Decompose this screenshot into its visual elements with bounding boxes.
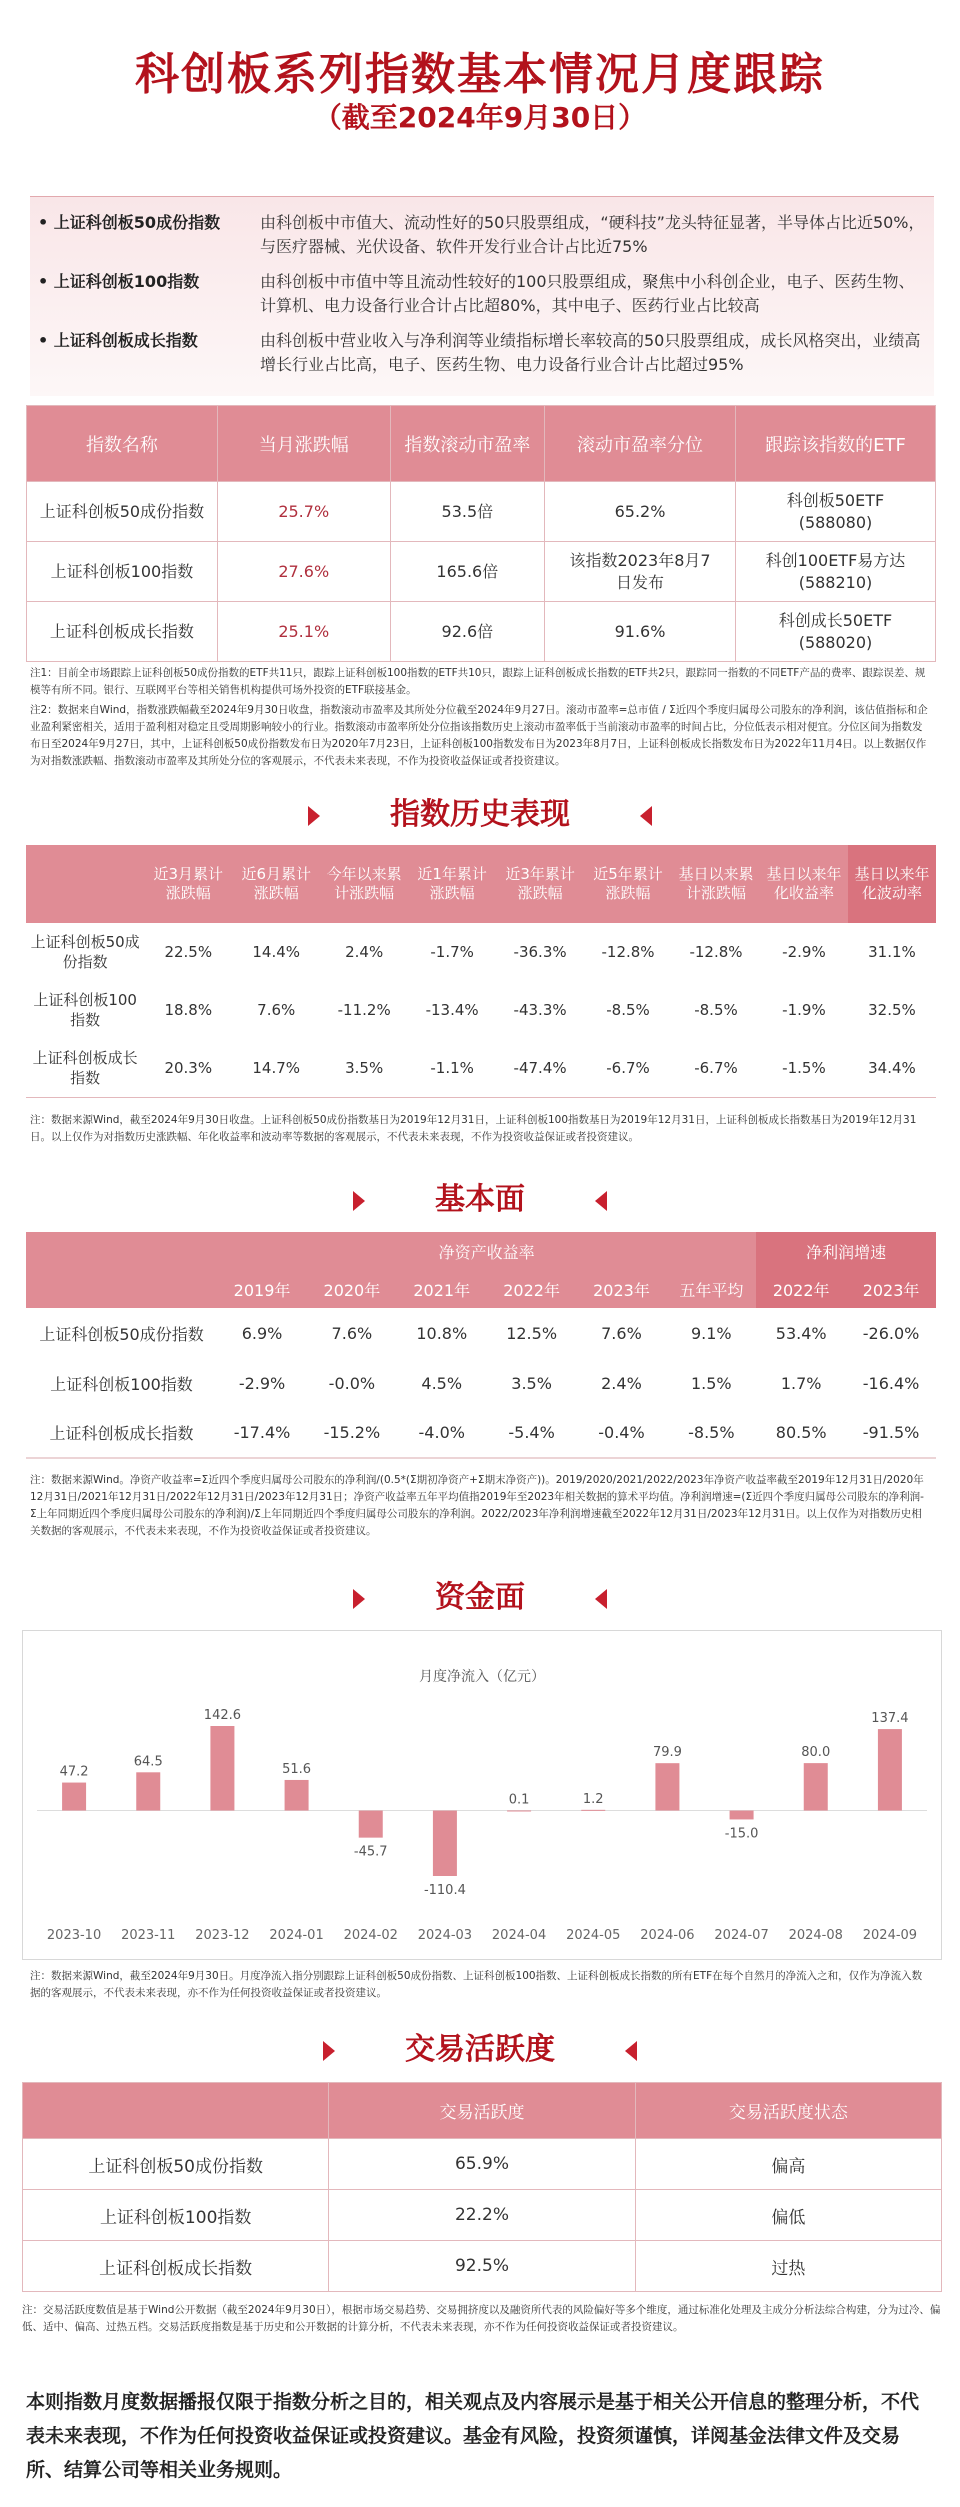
cell-value: -2.9% xyxy=(238,1373,286,1393)
funds-note: 注：数据来源Wind，截至2024年9月30日。月度净流入指分别跟踪上证科创板50成份指数、上证科创板100指数、上证科创板成长指数的所有ETF在每个自然月的净流入之和，仅作为净流入数据的客观展示，不代表未来表现，亦不作为任何投资收益保证或者投资建议。 xyxy=(30,1970,923,1999)
column-header: 近5年累计涨跌幅 xyxy=(584,845,672,923)
data-label: 64.5 xyxy=(133,1754,163,1770)
pe-percentile: 91.6% xyxy=(545,602,736,662)
bar xyxy=(878,1729,902,1810)
column-header: 跟踪该指数的ETF xyxy=(735,406,935,482)
section-title-funds xyxy=(0,1578,960,1618)
cell-value: 1.5% xyxy=(690,1373,732,1393)
activity-value: 92.5% xyxy=(329,2241,635,2292)
history-note: 注：数据来源Wind，截至2024年9月30日收盘。上证科创板50成份指数基日为2019年12月31日，上证科创板100指数基日为2019年12月31日，上证科创板成长指数基日为2019年12月31日。以上仅作为对指数历史涨跌幅、年化收益率和波动率等数据的客观展示，不代表未来表现，不作为投资收益保证或者投资建议。 xyxy=(30,1114,917,1143)
bar xyxy=(62,1783,86,1811)
table-row xyxy=(26,1408,936,1458)
data-label: 80.0 xyxy=(801,1745,831,1761)
fundamentals-note: 注：数据来源Wind。净资产收益率=Σ近四个季度归属母公司股东的净利润/(0.5*(Σ期初净资产+Σ期末净资产))。2019/2020/2021/2022/2023年净资产收益率截至2019年12月31日/2020年12月31日/2021年12月31日/2022年12月31日/2023年12月31日；净资产收益率五年平均值指2019年至2023年相关数据的算术平均值。净利润增速=(Σ近四个季度归属母公司股东的净利润-Σ上年同期近四个季度归属母公司股东的净利润)/Σ上年同期近四个季度归属母公司股东的净利润。2022/2023年净利润增速截至2022年12月31日/2023年12月31日。以上仅作为对指数历史相关数据的客观展示，不代表未来表现，不作为投资收益保证或者投资建议。 xyxy=(30,1474,924,1537)
section-title-fundamentals xyxy=(0,1180,960,1220)
cell-value: -1.1% xyxy=(430,1058,474,1077)
arrow-right-icon xyxy=(353,1589,365,1609)
bar xyxy=(433,1811,457,1876)
cell-value: -43.3% xyxy=(513,1001,567,1019)
table-row xyxy=(26,1358,936,1408)
cell-value: 7.6% xyxy=(257,1001,296,1019)
column-header: 交易活跃度 xyxy=(329,2083,635,2139)
bar-chart xyxy=(23,1631,941,1959)
x-tick-label: 2024-04 xyxy=(491,1928,547,1943)
cell-value: -6.7% xyxy=(606,1058,650,1077)
cell-value: -26.0% xyxy=(862,1323,920,1343)
index-description: 由科创板中营业收入与净利润等业绩指标增长率较高的50只股票组成，成长风格突出，业绩高增长行业占比高，电子、医药生物、电力设备行业合计占比超过95% xyxy=(260,331,921,374)
index-name: 上证科创板成长指数 xyxy=(23,2241,329,2292)
index-name: • 上证科创板100指数 xyxy=(38,270,260,318)
pe-ttm: 92.6倍 xyxy=(390,602,545,662)
net-inflow-chart xyxy=(22,1630,942,1960)
history-table xyxy=(26,845,936,1098)
pe-percentile: 65.2% xyxy=(545,482,736,542)
x-tick-label: 2024-08 xyxy=(788,1928,843,1943)
description-item xyxy=(38,211,928,259)
data-label: -45.7 xyxy=(353,1844,388,1860)
cell-value: -6.7% xyxy=(694,1058,738,1077)
x-tick-label: 2024-07 xyxy=(714,1928,769,1943)
x-tick-label: 2024-03 xyxy=(417,1928,473,1943)
column-header xyxy=(23,2083,329,2139)
table-header xyxy=(26,1270,936,1308)
data-label: 0.1 xyxy=(508,1792,530,1808)
cell-value: -1.5% xyxy=(782,1058,826,1077)
activity-table xyxy=(22,2082,942,2292)
x-tick-label: 2024-05 xyxy=(566,1928,621,1943)
data-label: 1.2 xyxy=(582,1791,604,1807)
overview-note-1: 注1：目前全市场跟踪上证科创板50成份指数的ETF共11只，跟踪上证科创板100指数的ETF共10只，跟踪上证科创板成长指数的ETF共2只，跟踪同一指数的不同ETF产品的费率、跟踪误差、规模等有所不同。银行、互联网平台等相关销售机构提供可场外投资的ETF联接基金。 xyxy=(30,667,926,696)
bar xyxy=(359,1811,383,1838)
x-tick-label: 2024-06 xyxy=(640,1928,695,1943)
page-title: 科创板系列指数基本情况月度跟踪 xyxy=(135,49,825,100)
cell-value: -2.9% xyxy=(782,943,826,961)
pe-ttm: 165.6倍 xyxy=(390,542,545,602)
tracking-etf xyxy=(735,602,935,662)
etf-name: 科创成长50ETF xyxy=(778,610,893,630)
group-header-roe: 净资产收益率 xyxy=(217,1232,756,1270)
cell-value: 1.7% xyxy=(780,1373,822,1393)
index-name: 上证科创板50成份指数 xyxy=(30,933,140,971)
index-name: 上证科创板成长指数 xyxy=(32,1048,138,1087)
cell-value: -8.5% xyxy=(694,1001,738,1019)
data-label: 142.6 xyxy=(203,1708,242,1723)
bar xyxy=(655,1763,679,1810)
cell-value: -4.0% xyxy=(418,1423,465,1442)
column-header: 基日以来累计涨跌幅 xyxy=(672,845,760,923)
overview-note-2: 注2：数据来自Wind，指数涨跌幅截至2024年9月30日收盘，指数滚动市盈率及其所处分位截至2024年9月27日。滚动市盈率=总市值 / Σ近四个季度归属母公司股东的净利润，该估值指标和企业盈利紧密相关，适用于盈利相对稳定且受周期影响较小的行业。指数滚动市盈率所处分位指该指数历史上滚动市盈率低于当前滚动市盈率的时间占比，分位低表示相对便宜。分位区间为指数发布日至2024年9月27日，其中，上证科创板50成份指数发布日为2020年7月23日，上证科创板100指数发布日为2023年8月7日，上证科创板成长指数发布日为2022年11月4日。以上数据仅作为对指数涨跌幅、指数滚动市盈率及其所处分位的客观展示，不代表未来表现，不作为投资收益保证或者投资建议。 xyxy=(30,704,928,767)
table-row xyxy=(23,2139,942,2190)
bar xyxy=(285,1780,309,1811)
etf-name: 科创板50ETF xyxy=(786,490,885,510)
index-name: 上证科创板100指数 xyxy=(50,1374,193,1394)
monthly-change: 25.1% xyxy=(217,602,390,662)
x-tick-label: 2023-10 xyxy=(46,1928,102,1943)
arrow-right-icon xyxy=(308,806,320,826)
activity-value: 22.2% xyxy=(329,2190,635,2241)
column-header: 近3年累计涨跌幅 xyxy=(496,845,584,923)
cell-value: 20.3% xyxy=(164,1058,213,1077)
bar xyxy=(730,1811,754,1820)
index-name: 上证科创板50成份指数 xyxy=(23,2139,329,2190)
bar xyxy=(507,1810,531,1811)
index-name: 上证科创板100指数 xyxy=(27,542,218,602)
cell-value: -0.0% xyxy=(328,1373,376,1393)
cell-value: -8.5% xyxy=(688,1423,735,1442)
cell-value: 34.4% xyxy=(868,1058,916,1077)
cell-value: -36.3% xyxy=(513,943,567,961)
column-header xyxy=(26,1232,217,1270)
pe-ttm: 53.5倍 xyxy=(390,482,545,542)
cell-value: 18.8% xyxy=(164,1001,213,1019)
cell-value: 10.8% xyxy=(416,1323,468,1343)
data-label: 51.6 xyxy=(282,1761,312,1777)
arrow-left-icon xyxy=(625,2041,637,2061)
etf-code: (588020) xyxy=(798,632,873,652)
column-header: 指数名称 xyxy=(27,406,218,482)
table-row xyxy=(27,542,936,602)
cell-value: 9.1% xyxy=(690,1323,732,1343)
x-tick-label: 2024-09 xyxy=(862,1928,918,1943)
column-header: 基日以来年化波动率 xyxy=(848,845,936,923)
cell-value: 80.5% xyxy=(775,1423,827,1442)
table-header xyxy=(26,845,936,923)
data-label: -15.0 xyxy=(724,1826,759,1842)
data-label: 79.9 xyxy=(652,1745,682,1761)
etf-code: (588080) xyxy=(798,512,873,532)
column-header: 近3月累计涨跌幅 xyxy=(144,845,232,923)
cell-value: -47.4% xyxy=(513,1058,567,1077)
cell-value: 4.5% xyxy=(421,1373,463,1393)
table-row xyxy=(26,1308,936,1358)
column-header xyxy=(26,845,144,923)
arrow-left-icon xyxy=(640,806,652,826)
group-header-profit-growth: 净利润增速 xyxy=(756,1232,936,1270)
cell-value: 2.4% xyxy=(601,1373,642,1393)
column-header: 2022年 xyxy=(487,1270,577,1308)
cell-value: -1.7% xyxy=(430,943,474,961)
bar xyxy=(804,1763,828,1810)
arrow-left-icon xyxy=(595,1191,607,1211)
pe-percentile: 该指数2023年8月7日发布 xyxy=(545,542,736,602)
monthly-change: 27.6% xyxy=(217,542,390,602)
table-row xyxy=(23,2190,942,2241)
cell-value: 22.5% xyxy=(164,943,213,961)
column-header: 近6月累计涨跌幅 xyxy=(232,845,320,923)
column-header: 2022年 xyxy=(756,1270,846,1308)
data-label: -110.4 xyxy=(423,1883,466,1898)
cell-value: 12.5% xyxy=(506,1323,558,1343)
cell-value: -15.2% xyxy=(323,1423,381,1442)
table-header xyxy=(27,406,936,482)
column-header: 基日以来年化收益率 xyxy=(760,845,848,923)
activity-status: 过热 xyxy=(635,2241,941,2292)
column-header: 交易活跃度状态 xyxy=(635,2083,941,2139)
column-header: 2020年 xyxy=(307,1270,397,1308)
cell-value: 7.6% xyxy=(601,1323,642,1343)
cell-value: -11.2% xyxy=(337,1001,391,1019)
index-name: 上证科创板100指数 xyxy=(23,2190,329,2241)
cell-value: -5.4% xyxy=(508,1423,555,1442)
cell-value: 14.7% xyxy=(252,1058,301,1077)
table-row xyxy=(23,2241,942,2292)
tracking-etf xyxy=(735,482,935,542)
index-name: 上证科创板成长指数 xyxy=(49,1424,194,1443)
cell-value: 14.4% xyxy=(252,943,301,961)
activity-value: 65.9% xyxy=(329,2139,635,2190)
monthly-change: 25.7% xyxy=(217,482,390,542)
cell-value: -16.4% xyxy=(862,1373,920,1393)
x-tick-label: 2023-11 xyxy=(121,1928,176,1943)
cell-value: 31.1% xyxy=(868,943,916,961)
table-row xyxy=(26,923,936,981)
section-title-text: 指数历史表现 xyxy=(390,797,570,832)
cell-value: 2.4% xyxy=(345,943,384,961)
bar xyxy=(581,1810,605,1811)
index-description: 由科创板中市值中等且流动性较好的100只股票组成，聚焦中小科创企业，电子、医药生物、计算机、电力设备行业合计占比超80%，其中电子、医药行业占比较高 xyxy=(260,272,915,315)
index-description: 由科创板中市值大、流动性好的50只股票组成，“硬科技”龙头特征显著，半导体占比近50%，与医疗器械、光伏设备、软件开发行业合计占比近75% xyxy=(260,213,925,256)
x-tick-label: 2024-02 xyxy=(343,1928,398,1943)
description-item xyxy=(38,270,928,318)
bar xyxy=(210,1726,234,1811)
cell-value: 3.5% xyxy=(345,1058,384,1077)
activity-status: 偏低 xyxy=(635,2190,941,2241)
column-header: 滚动市盈率分位 xyxy=(545,406,736,482)
x-tick-label: 2024-01 xyxy=(269,1928,324,1943)
cell-value: -1.9% xyxy=(782,1001,826,1019)
cell-value: 53.4% xyxy=(775,1323,827,1343)
table-row xyxy=(26,1039,936,1097)
index-name: 上证科创板成长指数 xyxy=(27,602,218,662)
column-header: 2023年 xyxy=(577,1270,667,1308)
column-header: 今年以来累计涨跌幅 xyxy=(320,845,408,923)
x-tick-label: 2023-12 xyxy=(195,1928,250,1943)
data-label: 47.2 xyxy=(59,1764,89,1780)
index-name: 上证科创板50成份指数 xyxy=(39,1324,204,1344)
index-descriptions xyxy=(30,196,934,396)
arrow-right-icon xyxy=(323,2041,335,2061)
cell-value: -91.5% xyxy=(862,1423,920,1442)
overview-table xyxy=(26,405,936,662)
activity-note: 注：交易活跃度数值是基于Wind公开数据（截至2024年9月30日），根据市场交易趋势、交易拥挤度以及融资所代表的风险偏好等多个维度，通过标准化处理及主成分分析法综合构建，分为过冷、偏低、适中、偏高、过热五档。交易活跃度指数是基于历史和公开数据的计算分析，不代表未来表现，亦不作为任何投资收益保证或者投资建议。 xyxy=(22,2304,941,2333)
page-subtitle: （截至2024年9月30日） xyxy=(313,101,647,134)
disclaimer: 本则指数月度数据播报仅限于指数分析之目的，相关观点及内容展示是基于相关公开信息的整理分析，不代表未来表现，不作为任何投资收益保证或投资建议。基金有风险，投资须谨慎，详阅基金法律文件及交易所、结算公司等相关业务规则。 xyxy=(26,2391,920,2481)
table-group-header xyxy=(26,1232,936,1270)
cell-value: 3.5% xyxy=(511,1373,552,1393)
section-title-activity xyxy=(0,2030,960,2070)
table-row xyxy=(27,602,936,662)
index-name: 上证科创板50成份指数 xyxy=(27,482,218,542)
activity-status: 偏高 xyxy=(635,2139,941,2190)
index-name: • 上证科创板成长指数 xyxy=(38,329,260,377)
table-row xyxy=(27,482,936,542)
index-name: • 上证科创板50成份指数 xyxy=(38,211,260,259)
section-title-text: 资金面 xyxy=(435,1580,525,1615)
section-title-text: 基本面 xyxy=(435,1182,525,1217)
description-item xyxy=(38,329,928,377)
section-title-text: 交易活跃度 xyxy=(405,2032,555,2067)
bar xyxy=(136,1772,160,1810)
column-header xyxy=(26,1270,217,1308)
cell-value: -17.4% xyxy=(233,1423,291,1442)
cell-value: -12.8% xyxy=(601,943,655,961)
cell-value: -13.4% xyxy=(425,1001,479,1019)
arrow-right-icon xyxy=(353,1191,365,1211)
column-header: 2021年 xyxy=(397,1270,487,1308)
cell-value: -8.5% xyxy=(606,1001,650,1019)
arrow-left-icon xyxy=(595,1589,607,1609)
tracking-etf xyxy=(735,542,935,602)
etf-name: 科创100ETF易方达 xyxy=(765,550,906,570)
table-row xyxy=(26,981,936,1039)
cell-value: -0.4% xyxy=(598,1423,645,1442)
etf-code: (588210) xyxy=(798,572,873,592)
index-name: 上证科创板100指数 xyxy=(33,991,137,1029)
column-header: 当月涨跌幅 xyxy=(217,406,390,482)
column-header: 近1年累计涨跌幅 xyxy=(408,845,496,923)
fundamentals-table xyxy=(26,1232,936,1459)
chart-title: 月度净流入（亿元） xyxy=(419,1669,545,1685)
cell-value: 6.9% xyxy=(241,1323,283,1343)
cell-value: 7.6% xyxy=(331,1323,373,1343)
table-header xyxy=(23,2083,942,2139)
column-header: 2019年 xyxy=(217,1270,307,1308)
section-title-history xyxy=(0,795,960,835)
cell-value: -12.8% xyxy=(689,943,743,961)
column-header: 指数滚动市盈率 xyxy=(390,406,545,482)
cell-value: 32.5% xyxy=(868,1001,916,1019)
column-header: 2023年 xyxy=(846,1270,936,1308)
data-label: 137.4 xyxy=(871,1711,909,1727)
column-header: 五年平均 xyxy=(666,1270,756,1308)
